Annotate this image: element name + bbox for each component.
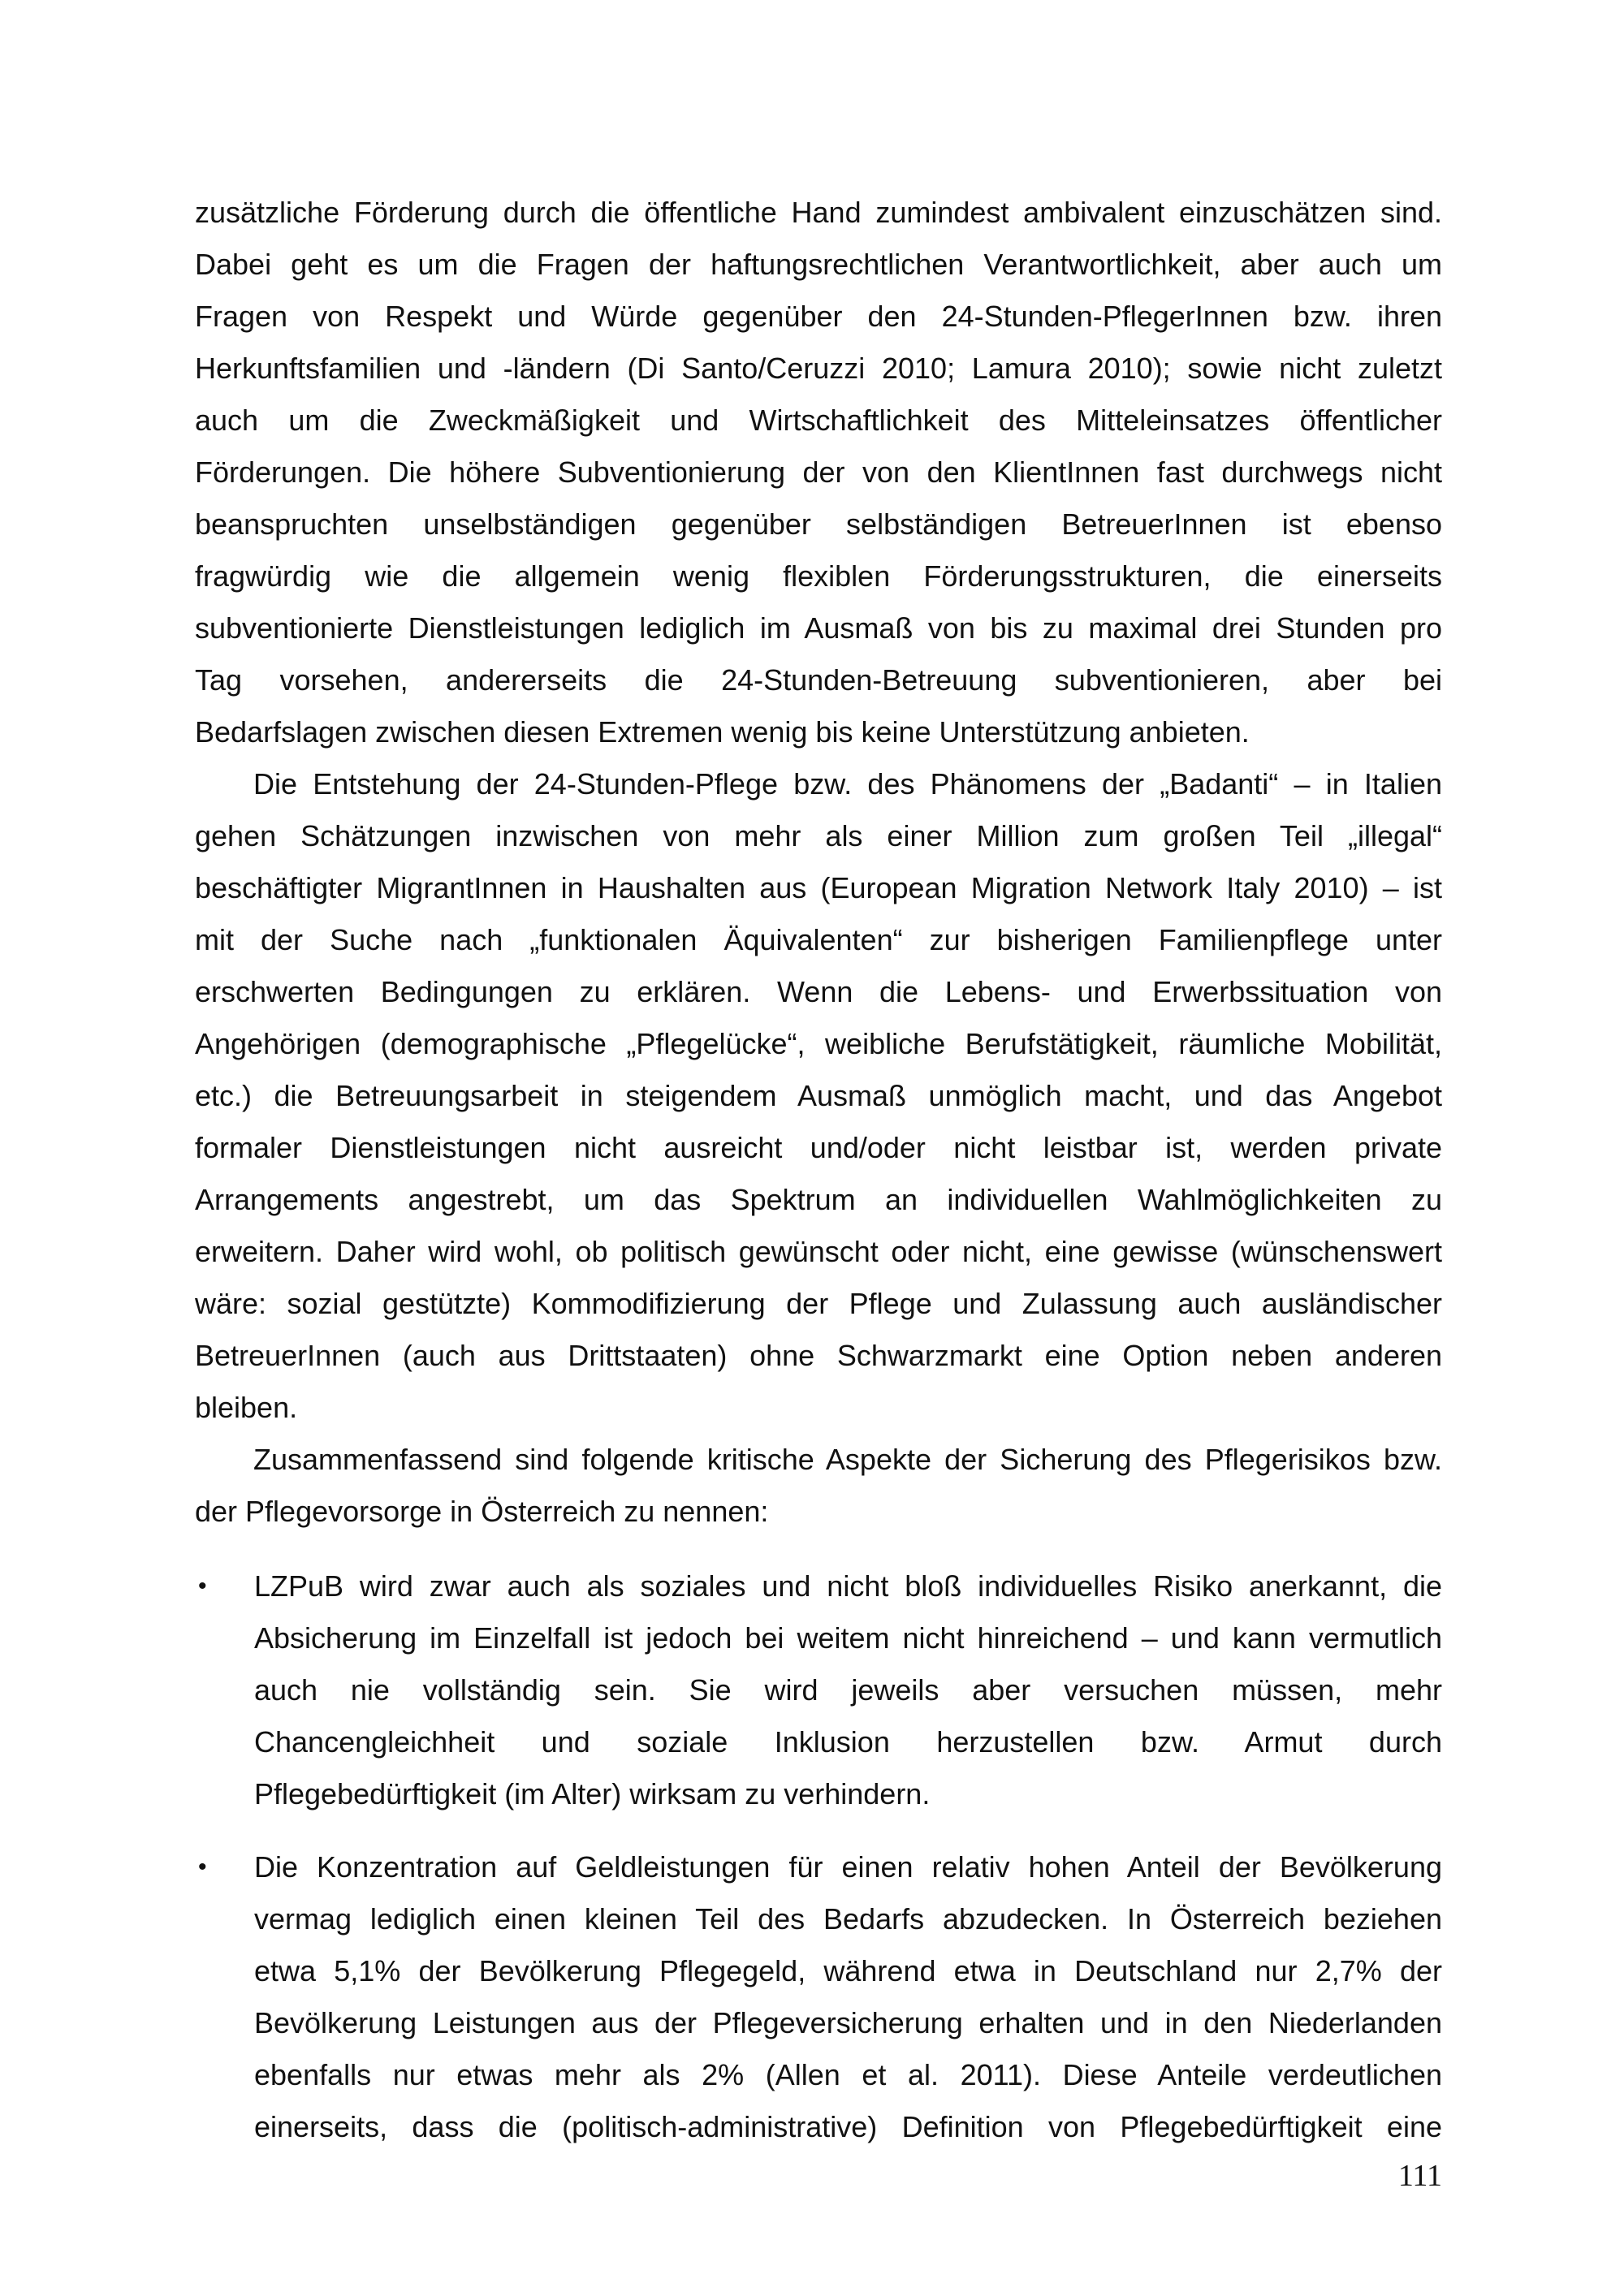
text-line: Förderungen. Die höhere Subventionierung der von den KlientInnen fast durchwegs nicht (195, 455, 1442, 489)
text-line: Absicherung im Einzelfall ist jedoch bei weitem nicht hinreichend – und kann vermutlich (254, 1621, 1442, 1655)
text-line: Pflegebedürftigkeit (im Alter) wirksam zu verhindern. (254, 1777, 931, 1810)
text-line: Arrangements angestrebt, um das Spektrum an individuellen Wahlmöglichkeiten zu (195, 1183, 1442, 1216)
bullet-icon: • (198, 1854, 207, 1880)
text-line: wäre: sozial gestützte) Kommodifizierung der Pflege und Zulassung auch ausländischer (195, 1287, 1442, 1320)
text-line: beanspruchten unselbständigen gegenüber selbständigen BetreuerInnen ist ebenso (195, 507, 1442, 541)
text-line: Chancengleichheit und soziale Inklusion herzustellen bzw. Armut durch (254, 1725, 1442, 1759)
text-line: erschwerten Bedingungen zu erklären. Wenn die Lebens- und Erwerbssituation von (195, 975, 1442, 1008)
text-line: Zusammenfassend sind folgende kritische Aspekte der Sicherung des Pflegerisikos bzw. (253, 1443, 1442, 1476)
text-line: beschäftigter MigrantInnen in Haushalten aus (European Migration Network Italy 2010) – ist (195, 871, 1442, 904)
text-line: Die Konzentration auf Geldleistungen für einen relativ hohen Anteil der Bevölkerung (254, 1850, 1442, 1884)
text-line: Bedarfslagen zwischen diesen Extremen wenig bis keine Unterstützung anbieten. (195, 715, 1250, 749)
text-line: vermag lediglich einen kleinen Teil des Bedarfs abzudecken. In Österreich beziehen (254, 1902, 1442, 1936)
text-line: der Pflegevorsorge in Österreich zu nennen: (195, 1495, 769, 1528)
text-line: gehen Schätzungen inzwischen von mehr als einer Million zum großen Teil „illegal“ (195, 819, 1442, 852)
paragraphs (195, 187, 1442, 1538)
bullet-item (195, 1560, 1442, 1820)
text-line: etc.) die Betreuungsarbeit in steigendem Ausmaß unmöglich macht, und das Angebot (195, 1079, 1442, 1112)
text-line: Die Entstehung der 24-Stunden-Pflege bzw. des Phänomens der „Badanti“ – in Italien (253, 767, 1442, 801)
text-line: auch nie vollständig sein. Sie wird jeweils aber versuchen müssen, mehr (254, 1673, 1442, 1707)
bullet-item (195, 1841, 1442, 2153)
text-line: einerseits, dass die (politisch-administrative) Definition von Pflegebedürftigkeit eine (254, 2110, 1442, 2143)
page-body (195, 187, 1442, 2174)
text-line: zusätzliche Förderung durch die öffentliche Hand zumindest ambivalent einzuschätzen sind. (195, 196, 1442, 229)
text-line: Herkunftsfamilien und -ländern (Di Santo/Ceruzzi 2010; Lamura 2010); sowie nicht zuletzt (195, 352, 1442, 385)
text-line: auch um die Zweckmäßigkeit und Wirtschaftlichkeit des Mitteleinsatzes öffentlicher (195, 404, 1442, 437)
text-line: Fragen von Respekt und Würde gegenüber den 24-Stunden-PflegerInnen bzw. ihren (195, 300, 1442, 333)
text-line: erweitern. Daher wird wohl, ob politisch gewünscht oder nicht, eine gewisse (wünschenswert (195, 1235, 1442, 1268)
text-line: BetreuerInnen (auch aus Drittstaaten) ohne Schwarzmarkt eine Option neben anderen (195, 1339, 1442, 1372)
text-line: mit der Suche nach „funktionalen Äquivalenten“ zur bisherigen Familienpflege unter (195, 923, 1442, 956)
text-line: Tag vorsehen, andererseits die 24-Stunden-Betreuung subventionieren, aber bei (195, 663, 1442, 697)
text-line: Angehörigen (demographische „Pflegelücke“, weibliche Berufstätigkeit, räumliche Mobilität, (195, 1027, 1442, 1060)
bullet-icon: • (198, 1573, 207, 1599)
paragraph (195, 758, 1442, 1434)
text-line: Dabei geht es um die Fragen der haftungsrechtlichen Verantwortlichkeit, aber auch um (195, 248, 1442, 281)
text-line: formaler Dienstleistungen nicht ausreicht und/oder nicht leistbar ist, werden private (195, 1131, 1442, 1164)
text-line: subventionierte Dienstleistungen lediglich im Ausmaß von bis zu maximal drei Stunden pro (195, 611, 1442, 645)
text-line: LZPuB wird zwar auch als soziales und nicht bloß individuelles Risiko anerkannt, die (254, 1569, 1442, 1603)
text-line: Bevölkerung Leistungen aus der Pflegeversicherung erhalten und in den Niederlanden (254, 2006, 1442, 2039)
paragraph (195, 187, 1442, 758)
text-line: fragwürdig wie die allgemein wenig flexiblen Förderungsstrukturen, die einerseits (195, 559, 1442, 593)
page-number: 111 (1397, 2159, 1442, 2193)
paragraph (195, 1434, 1442, 1538)
bullet-list (195, 1560, 1442, 2153)
text-line: ebenfalls nur etwas mehr als 2% (Allen et al. 2011). Diese Anteile verdeutlichen (254, 2058, 1442, 2091)
text-line: bleiben. (195, 1391, 298, 1424)
text-line: etwa 5,1% der Bevölkerung Pflegegeld, während etwa in Deutschland nur 2,7% der (254, 1954, 1442, 1987)
